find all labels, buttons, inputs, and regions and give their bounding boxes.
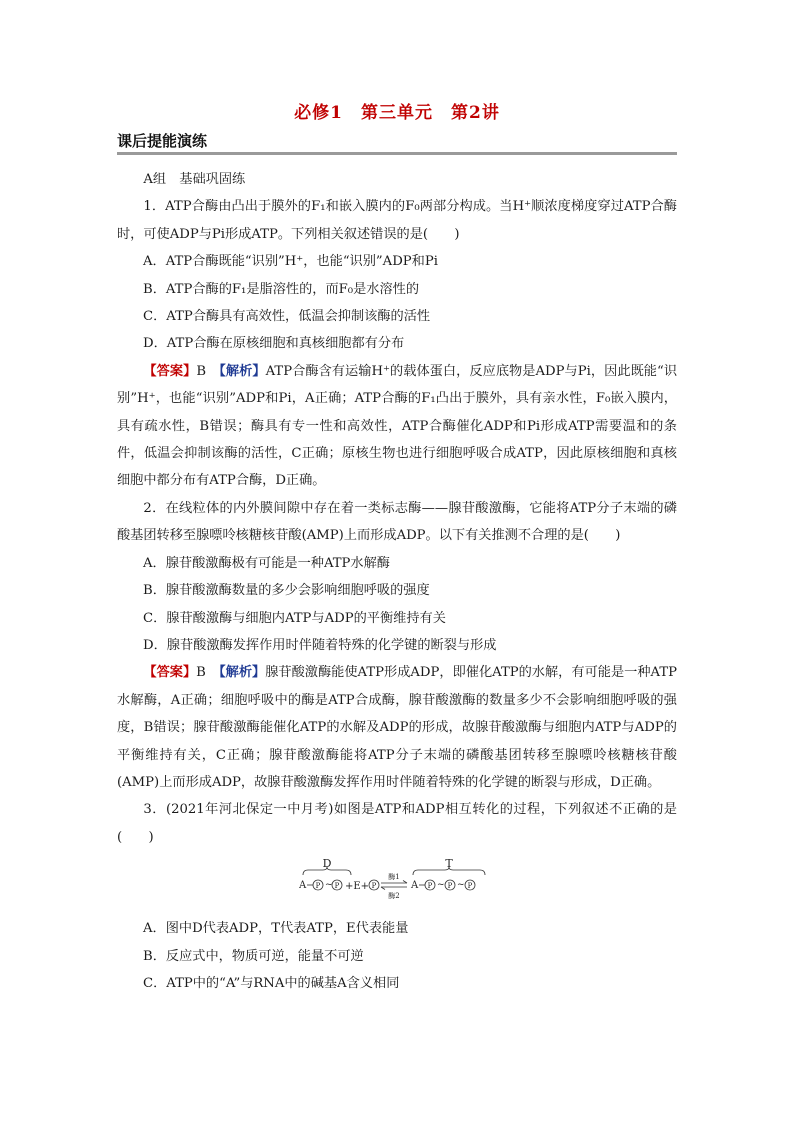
- question-2-answer: B: [196, 665, 220, 681]
- svg-text:P: P: [447, 882, 453, 891]
- brace-t: [413, 867, 485, 875]
- label-d: D: [322, 857, 332, 871]
- adenosine-right: A: [411, 880, 419, 892]
- svg-text:P: P: [467, 882, 473, 891]
- exercise-body: [117, 166, 677, 997]
- analysis-tag: 【解析】: [219, 363, 266, 379]
- enzyme-1: 酶1: [388, 873, 400, 882]
- question-2-analysis: 腺苷酸激酶能使ATP形成ADP，即催化ATP的水解，有可能是一种ATP水解酶，A正确；细胞呼吸中的酶是ATP合成酶，腺苷酸激酶的数量多少不会影响细胞呼吸的强度，B错误；腺苷酸激酶能催化ATP的水解及ADP的形成，故腺苷酸激酶与细胞内ATP与ADP的平衡维持有关，C正确；腺苷酸激酶能将ATP分子末端的磷酸基团转移至腺嘌呤核糖核苷酸(AMP)上而形成ADP，故腺苷酸激酶发挥作用时伴随着特殊的化学键的断裂与形成，D正确。: [117, 665, 677, 790]
- question-2-option-b: B．腺苷酸激酶数量的多少会影响细胞呼吸的强度: [143, 583, 430, 599]
- svg-text:~: ~: [437, 880, 445, 891]
- svg-text:P: P: [427, 882, 433, 891]
- enzyme-2: 酶2: [388, 892, 400, 901]
- question-3-option-a: A．图中D代表ADP，T代表ATP，E代表能量: [143, 921, 409, 937]
- section-heading: 课后提能演练: [117, 132, 208, 150]
- svg-text:~: ~: [325, 880, 333, 891]
- page-title: 必修1 第三单元 第2讲: [294, 103, 500, 123]
- adenosine-left: A: [299, 880, 307, 892]
- atp-adp-formula: [117, 853, 677, 911]
- heading-divider: [117, 152, 677, 155]
- question-2-stem: 2．在线粒体的内外膜间隙中存在着一类标志酶——腺苷酸激酶，它能将ATP分子末端的磷酸基团转移至腺嘌呤核糖核苷酸(AMP)上而形成ADP。以下有关推测不合理的是( ): [117, 500, 677, 544]
- label-t: T: [445, 857, 453, 871]
- question-1-option-a: A．ATP合酶既能“识别”H⁺，也能“识别”ADP和Pi: [143, 254, 438, 270]
- question-2-option-c: C．腺苷酸激酶与细胞内ATP与ADP的平衡维持有关: [143, 610, 446, 626]
- group-label: A组 基础巩固练: [143, 172, 246, 187]
- question-3-option-b: B．反应式中，物质可逆，能量不可逆: [143, 948, 364, 964]
- answer-tag: 【答案】: [143, 363, 197, 379]
- brace-d: [303, 867, 351, 875]
- question-3-option-c: C．ATP中的“A”与RNA中的碱基A含义相同: [143, 975, 400, 991]
- atp-adp-formula-figure: [299, 855, 499, 909]
- svg-text:P: P: [371, 882, 377, 891]
- question-2-option-d: D．腺苷酸激酶发挥作用时伴随着特殊的化学键的断裂与形成: [143, 637, 497, 653]
- question-3-stem: 3．(2021年河北保定一中月考)如图是ATP和ADP相互转化的过程，下列叙述不正确的是( ): [117, 802, 677, 845]
- question-2-answer-block: [117, 659, 677, 796]
- question-1-option-c: C．ATP合酶具有高效性，低温会抑制该酶的活性: [143, 309, 431, 325]
- question-1-option-b: B．ATP合酶的F₁是脂溶性的，而F₀是水溶性的: [143, 281, 420, 297]
- question-2-option-a: A．腺苷酸激酶极有可能是一种ATP水解酶: [143, 555, 390, 571]
- question-1-stem: 1．ATP合酶由凸出于膜外的F₁和嵌入膜内的F₀两部分构成。当H⁺顺浓度梯度穿过ATP合酶时，可使ADP与Pi形成ATP。下列相关叙述错误的是( ): [117, 199, 677, 242]
- svg-text:P: P: [334, 882, 340, 891]
- analysis-tag: 【解析】: [219, 665, 266, 681]
- question-1-answer: B: [196, 363, 220, 379]
- svg-text:~: ~: [457, 880, 465, 891]
- energy-term: +E+: [345, 881, 370, 893]
- question-1-option-d: D．ATP合酶在原核细胞和真核细胞都有分布: [143, 336, 405, 352]
- question-1-analysis: ATP合酶含有运输H⁺的载体蛋白，反应底物是ADP与Pi，因此既能“识别”H⁺，也能“识别”ADP和Pi，A正确；ATP合酶的F₁凸出于膜外，具有亲水性，F₀嵌入膜内，具有疏水性，B错误；酶具有专一性和高效性，ATP合酶催化ADP和Pi形成ATP需要温和的条件，低温会抑制该酶的活性，C正确；原核生物也进行细胞呼吸合成ATP，因此原核细胞和真核细胞中都分布有ATP合酶，D正确。: [117, 363, 678, 489]
- answer-tag: 【答案】: [143, 665, 197, 681]
- svg-text:P: P: [315, 882, 321, 891]
- question-1-answer-block: [117, 358, 677, 495]
